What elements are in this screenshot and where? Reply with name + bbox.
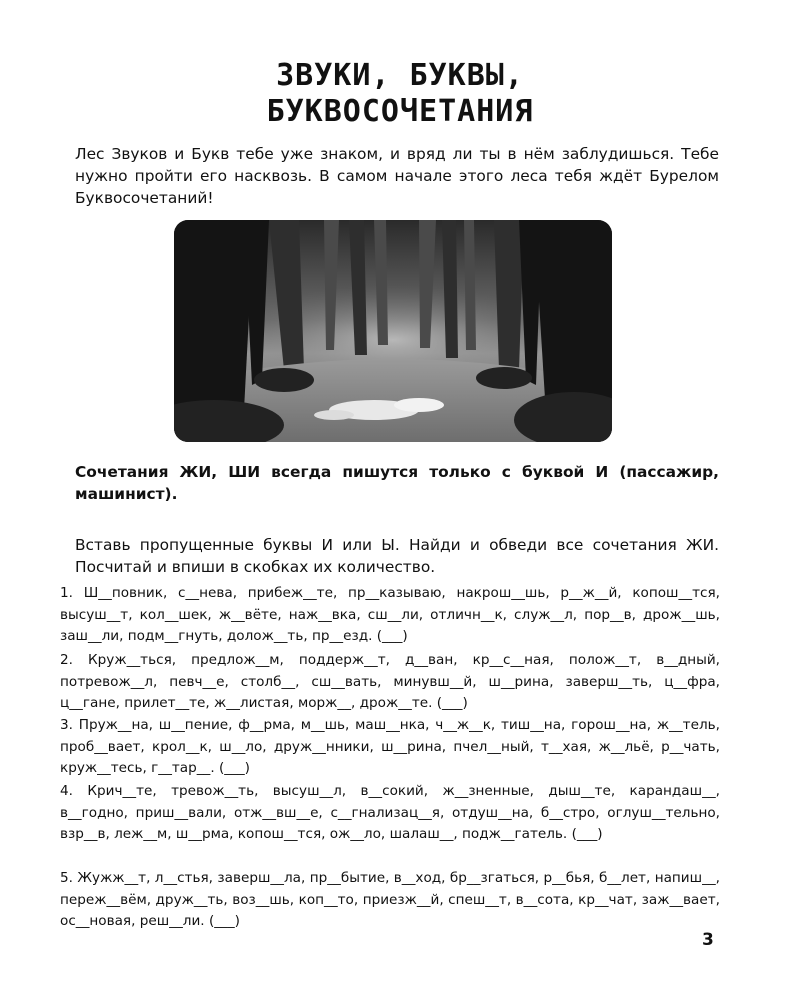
title-line-2: БУКВОСОЧЕТАНИЯ bbox=[266, 94, 534, 129]
exercise-1: 1. Ш__повник, с__нева, прибеж__те, пр__казываю, накрош__шь, р__ж__й, копош__тся, высуш__т, кол__шек, ж__вёте, наж__вка, сш__ли, отличн__к, служ__л, пор__в, дрож__шь, заш__ли, подм__гнуть, долож__ть, пр__езд. (___) bbox=[60, 585, 720, 644]
exercise-5: 5. Жужж__т, л__стья, заверш__ла, пр__бытие, в__ход, бр__згаться, р__бья, б__лет, напиш__, переж__вём, друж__ть, воз__шь, коп__то, приезж__й, спеш__т, в__сота, кр__чат, заж__вает, ос__новая, реш__ли. (___) bbox=[60, 870, 720, 929]
page-number: 3 bbox=[702, 930, 714, 950]
task-instructions: Вставь пропущенные буквы И или Ы. Найди и обведи все сочетания ЖИ. Посчитай и впиши в скобках их количество. bbox=[75, 536, 719, 576]
exercise-2: 2. Круж__ться, предлож__м, поддерж__т, д__ван, кр__с__ная, полож__т, в__дный, потревож__л, певч__е, столб__, сш__вать, минувш__й, ш__рина, заверш__ть, ц__фра, ц__гане, прилет__те, ж__листая, морж__, дрож__те. (___) bbox=[60, 652, 720, 711]
title-line-1: ЗВУКИ, БУКВЫ, bbox=[276, 58, 524, 93]
intro-paragraph: Лес Звуков и Букв тебе уже знаком, и вряд ли ты в нём заблудишься. Тебе нужно пройти его насквозь. В самом начале этого леса тебя ждёт Бурелом Буквосочетаний! bbox=[75, 145, 719, 207]
rule-text: Сочетания ЖИ, ШИ всегда пишутся только с буквой И (пассажир, машинист). bbox=[75, 463, 719, 503]
forest-image bbox=[174, 220, 612, 442]
page-title bbox=[0, 58, 800, 130]
forest-illustration bbox=[174, 220, 612, 442]
exercise-3: 3. Пруж__на, ш__пение, ф__рма, м__шь, маш__нка, ч__ж__к, тиш__на, горош__на, ж__тель, проб__вает, крол__к, ш__ло, друж__нники, ш__рина, пчел__ный, т__хая, ж__льё, р__чать, круж__тесь, г__тар__. (___) bbox=[60, 717, 720, 776]
exercise-4: 4. Крич__те, тревож__ть, высуш__л, в__сокий, ж__зненные, дыш__те, карандаш__, в__годно, приш__вали, отж__вш__е, с__гнализац__я, отдуш__на, б__стро, оглуш__тельно, взр__в, леж__м, ш__рма, копош__тся, ож__ло, шалаш__, подж__гатель. (___) bbox=[60, 783, 720, 842]
